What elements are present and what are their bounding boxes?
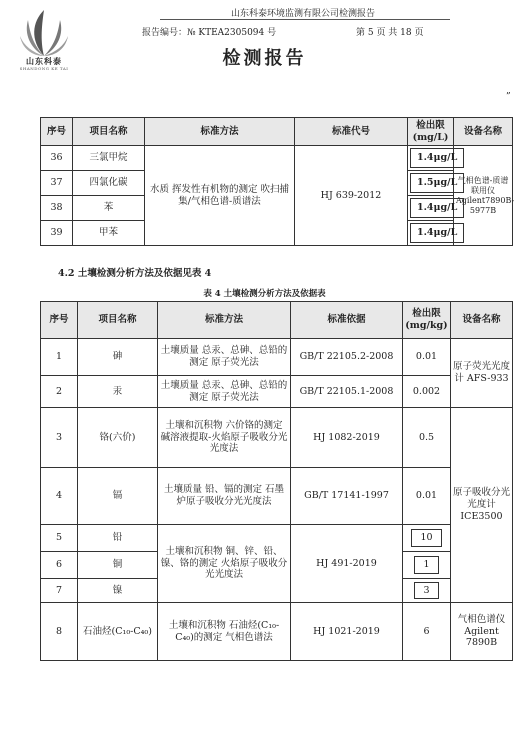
item-name: 甲苯 — [73, 221, 145, 246]
detection-limit: 0.01 — [403, 339, 451, 376]
standard-method: 水质 挥发性有机物的测定 吹扫捕集/气相色谱-质谱法 — [145, 146, 295, 246]
detection-limit: 0.01 — [403, 468, 451, 525]
device-name: 气相色谱仪 Agilent 7890B — [451, 603, 513, 661]
logo-text: 山东科泰 — [26, 56, 62, 66]
table-row — [41, 376, 513, 408]
header-cell: 项目名称 — [78, 302, 158, 339]
detection-limit: 6 — [403, 603, 451, 661]
table-row — [41, 525, 513, 552]
header-cell: 标准方法 — [145, 118, 295, 146]
item-name: 铜 — [78, 552, 158, 579]
header-cell: 检出限 (mg/L) — [408, 118, 454, 146]
page-title: 检测报告 — [222, 48, 307, 69]
row-number: 2 — [41, 376, 78, 408]
detection-limit: 0.5 — [403, 408, 451, 468]
page-number: 第 5 页 共 18 页 — [356, 28, 424, 38]
row-number: 37 — [41, 171, 73, 196]
detection-limit: 1 — [414, 556, 438, 574]
header-cell: 设备名称 — [451, 302, 513, 339]
standard-method: 土壤质量 总汞、总砷、总铅的测定 原子荧光法 — [158, 339, 291, 376]
standard-method: 土壤和沉积物 六价铬的测定 碱溶液提取-火焰原子吸收分光光度法 — [158, 408, 291, 468]
table-row — [41, 603, 513, 661]
detection-limit: 3 — [414, 582, 438, 600]
standard-basis: GB/T 22105.1-2008 — [291, 376, 403, 408]
row-number: 38 — [41, 196, 73, 221]
detection-limit: 1.4μg/L — [410, 223, 464, 243]
table-header-row — [41, 302, 513, 339]
company-name: 山东科泰环境监测有限公司检测报告 — [230, 9, 375, 19]
header-cell: 设备名称 — [454, 118, 513, 146]
header-cell: 序号 — [41, 302, 78, 339]
standard-basis: GB/T 17141-1997 — [291, 468, 403, 525]
header-cell: 标准代号 — [295, 118, 408, 146]
header-cell: 项目名称 — [73, 118, 145, 146]
header-cell: 标准依据 — [291, 302, 403, 339]
row-number: 36 — [41, 146, 73, 171]
water-method-table — [40, 117, 513, 246]
row-number: 4 — [41, 468, 78, 525]
standard-method: 土壤和沉积物 铜、锌、铅、镍、铬的测定 火焰原子吸收分光光度法 — [158, 525, 291, 603]
standard-method: 土壤质量 铅、镉的测定 石墨炉原子吸收分光光度法 — [158, 468, 291, 525]
item-name: 镉 — [78, 468, 158, 525]
quote-mark: ” — [506, 92, 511, 102]
device-name: 原子荧光光度计 AFS-933 — [451, 339, 513, 408]
header-divider — [160, 19, 450, 20]
item-name: 三氯甲烷 — [73, 146, 145, 171]
item-name: 苯 — [73, 196, 145, 221]
device-name: 原子吸收分光光度计 ICE3500 — [451, 408, 513, 603]
table-row — [41, 146, 513, 171]
logo-subtext: SHANDONG KE TAI — [19, 66, 69, 71]
item-name: 四氯化碳 — [73, 171, 145, 196]
detection-limit: 1.4μg/L — [410, 198, 464, 218]
device-name: 气相色谱-质谱联用仪 Agilent7890B-5977B — [454, 146, 513, 246]
table-row — [41, 339, 513, 376]
row-number: 7 — [41, 579, 78, 603]
table-row — [41, 408, 513, 468]
standard-code: HJ 639-2012 — [295, 146, 408, 246]
detection-limit: 1.4μg/L — [410, 148, 464, 168]
standard-basis: HJ 1021-2019 — [291, 603, 403, 661]
detection-limit: 1.5μg/L — [410, 173, 464, 193]
standard-method: 土壤和沉积物 石油烃(C₁₀-C₄₀)的测定 气相色谱法 — [158, 603, 291, 661]
detection-limit: 10 — [411, 529, 441, 547]
row-number: 3 — [41, 408, 78, 468]
table-row — [41, 468, 513, 525]
header-cell: 检出限 (mg/kg) — [403, 302, 451, 339]
header-cell: 序号 — [41, 118, 73, 146]
standard-basis: HJ 1082-2019 — [291, 408, 403, 468]
standard-method: 土壤质量 总汞、总砷、总铅的测定 原子荧光法 — [158, 376, 291, 408]
item-name: 汞 — [78, 376, 158, 408]
item-name: 铬(六价) — [78, 408, 158, 468]
standard-basis: GB/T 22105.2-2008 — [291, 339, 403, 376]
row-number: 39 — [41, 221, 73, 246]
row-number: 6 — [41, 552, 78, 579]
table-caption: 表 4 土壤检测分析方法及依据表 — [203, 289, 326, 299]
row-number: 5 — [41, 525, 78, 552]
section-heading: 4.2 土壤检测分析方法及依据见表 4 — [58, 268, 212, 279]
row-number: 1 — [41, 339, 78, 376]
row-number: 8 — [41, 603, 78, 661]
header-cell: 标准方法 — [158, 302, 291, 339]
soil-method-table — [40, 301, 513, 661]
item-name: 铅 — [78, 525, 158, 552]
item-name: 砷 — [78, 339, 158, 376]
item-name: 石油烃(C₁₀-C₄₀) — [78, 603, 158, 661]
report-number: 报告编号：№ KTEA2305094 号 — [142, 28, 277, 38]
detection-limit: 0.002 — [403, 376, 451, 408]
item-name: 镍 — [78, 579, 158, 603]
standard-basis: HJ 491-2019 — [291, 525, 403, 603]
table-header-row — [41, 118, 513, 146]
